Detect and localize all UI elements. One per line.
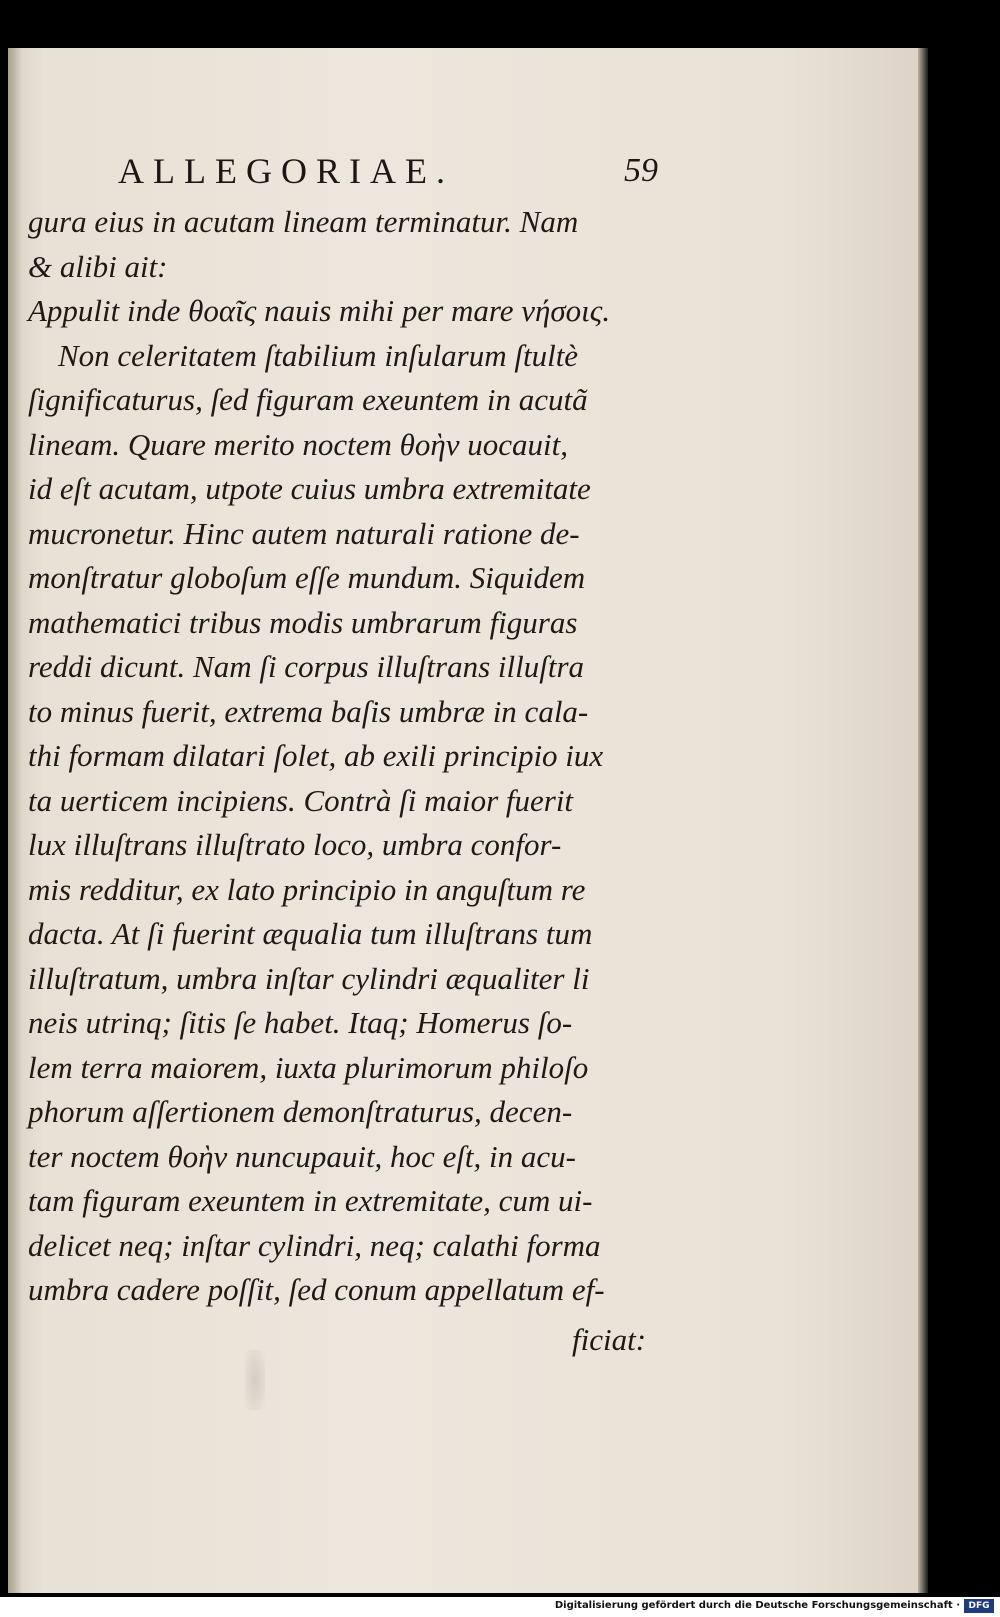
- running-head: ALLEGORIAE.: [118, 151, 454, 191]
- text-line: dacta. At ſi fuerint æqualia tum illuſtrans tum: [28, 916, 593, 951]
- footer-credit: Digitalisierung gefördert durch die Deutsche Forschungsgemeinschaft ·: [554, 1600, 960, 1611]
- text-line: ter noctem θοὴν nuncupauit, hoc eſt, in acu-: [28, 1138, 576, 1174]
- text-line: id eſt acutam, utpote cuius umbra extremitate: [28, 471, 591, 506]
- text-line: ta uerticem incipiens. Contrà ſi maior fuerit: [28, 782, 574, 818]
- text-line: ſignificaturus, ſed figuram exeuntem in acutã: [28, 382, 588, 417]
- text-line: mathematici tribus modis umbrarum figuras: [28, 604, 578, 640]
- text-line: & alibi ait:: [28, 248, 168, 284]
- dfg-logo: DFG: [964, 1599, 994, 1613]
- verse-quote: Appulit inde θοαῖς nauis mihi per mare νήσοις.: [28, 293, 611, 328]
- page-edge: [918, 48, 928, 1593]
- text-line: neis utrinq; ſitis ſe habet. Itaq; Homerus ſo-: [28, 1005, 573, 1040]
- text-line: mis redditur, ex lato principio in anguſtum re: [28, 871, 586, 907]
- paper-stain: [245, 1350, 265, 1410]
- catchword: ficiat:: [572, 1322, 647, 1357]
- text-line: phorum aſſertionem demonſtraturus, decen-: [28, 1094, 573, 1129]
- text-line: to minus fuerit, extrema baſis umbræ in cala-: [28, 693, 589, 729]
- text-line: illuſtratum, umbra inſtar cylindri æqualiter li: [28, 960, 590, 996]
- text-line: tam figuram exeuntem in extremitate, cum ui-: [28, 1183, 593, 1218]
- text-line: lux illuſtrans illuſtrato loco, umbra confor-: [28, 827, 562, 862]
- body-text: [28, 200, 668, 1313]
- text-line: mucronetur. Hinc autem naturali ratione de-: [28, 515, 580, 551]
- text-line: Non celeritatem ſtabilium inſularum ſtultè: [58, 337, 579, 373]
- text-line: monſtratur globoſum eſſe mundum. Siquidem: [28, 560, 586, 595]
- text-line: gura eius in acutam lineam terminatur. Nam: [28, 204, 579, 239]
- page-gutter-shadow: [8, 48, 22, 1593]
- text-line: delicet neq; inſtar cylindri, neq; calathi forma: [28, 1227, 601, 1263]
- digitization-footer: [0, 1597, 1000, 1617]
- text-line: lineam. Quare merito noctem θοὴν uocauit,: [28, 426, 568, 462]
- page-number: 59: [624, 152, 658, 189]
- text-line: lem terra maiorem, iuxta plurimorum philoſo: [28, 1049, 589, 1085]
- text-line: reddi dicunt. Nam ſi corpus illuſtrans illuſtra: [28, 649, 585, 684]
- text-line: umbra cadere poſſit, ſed conum appellatum ef-: [28, 1272, 605, 1307]
- text-line: thi formam dilatari ſolet, ab exili principio iux: [28, 738, 604, 773]
- page-header: [118, 150, 658, 200]
